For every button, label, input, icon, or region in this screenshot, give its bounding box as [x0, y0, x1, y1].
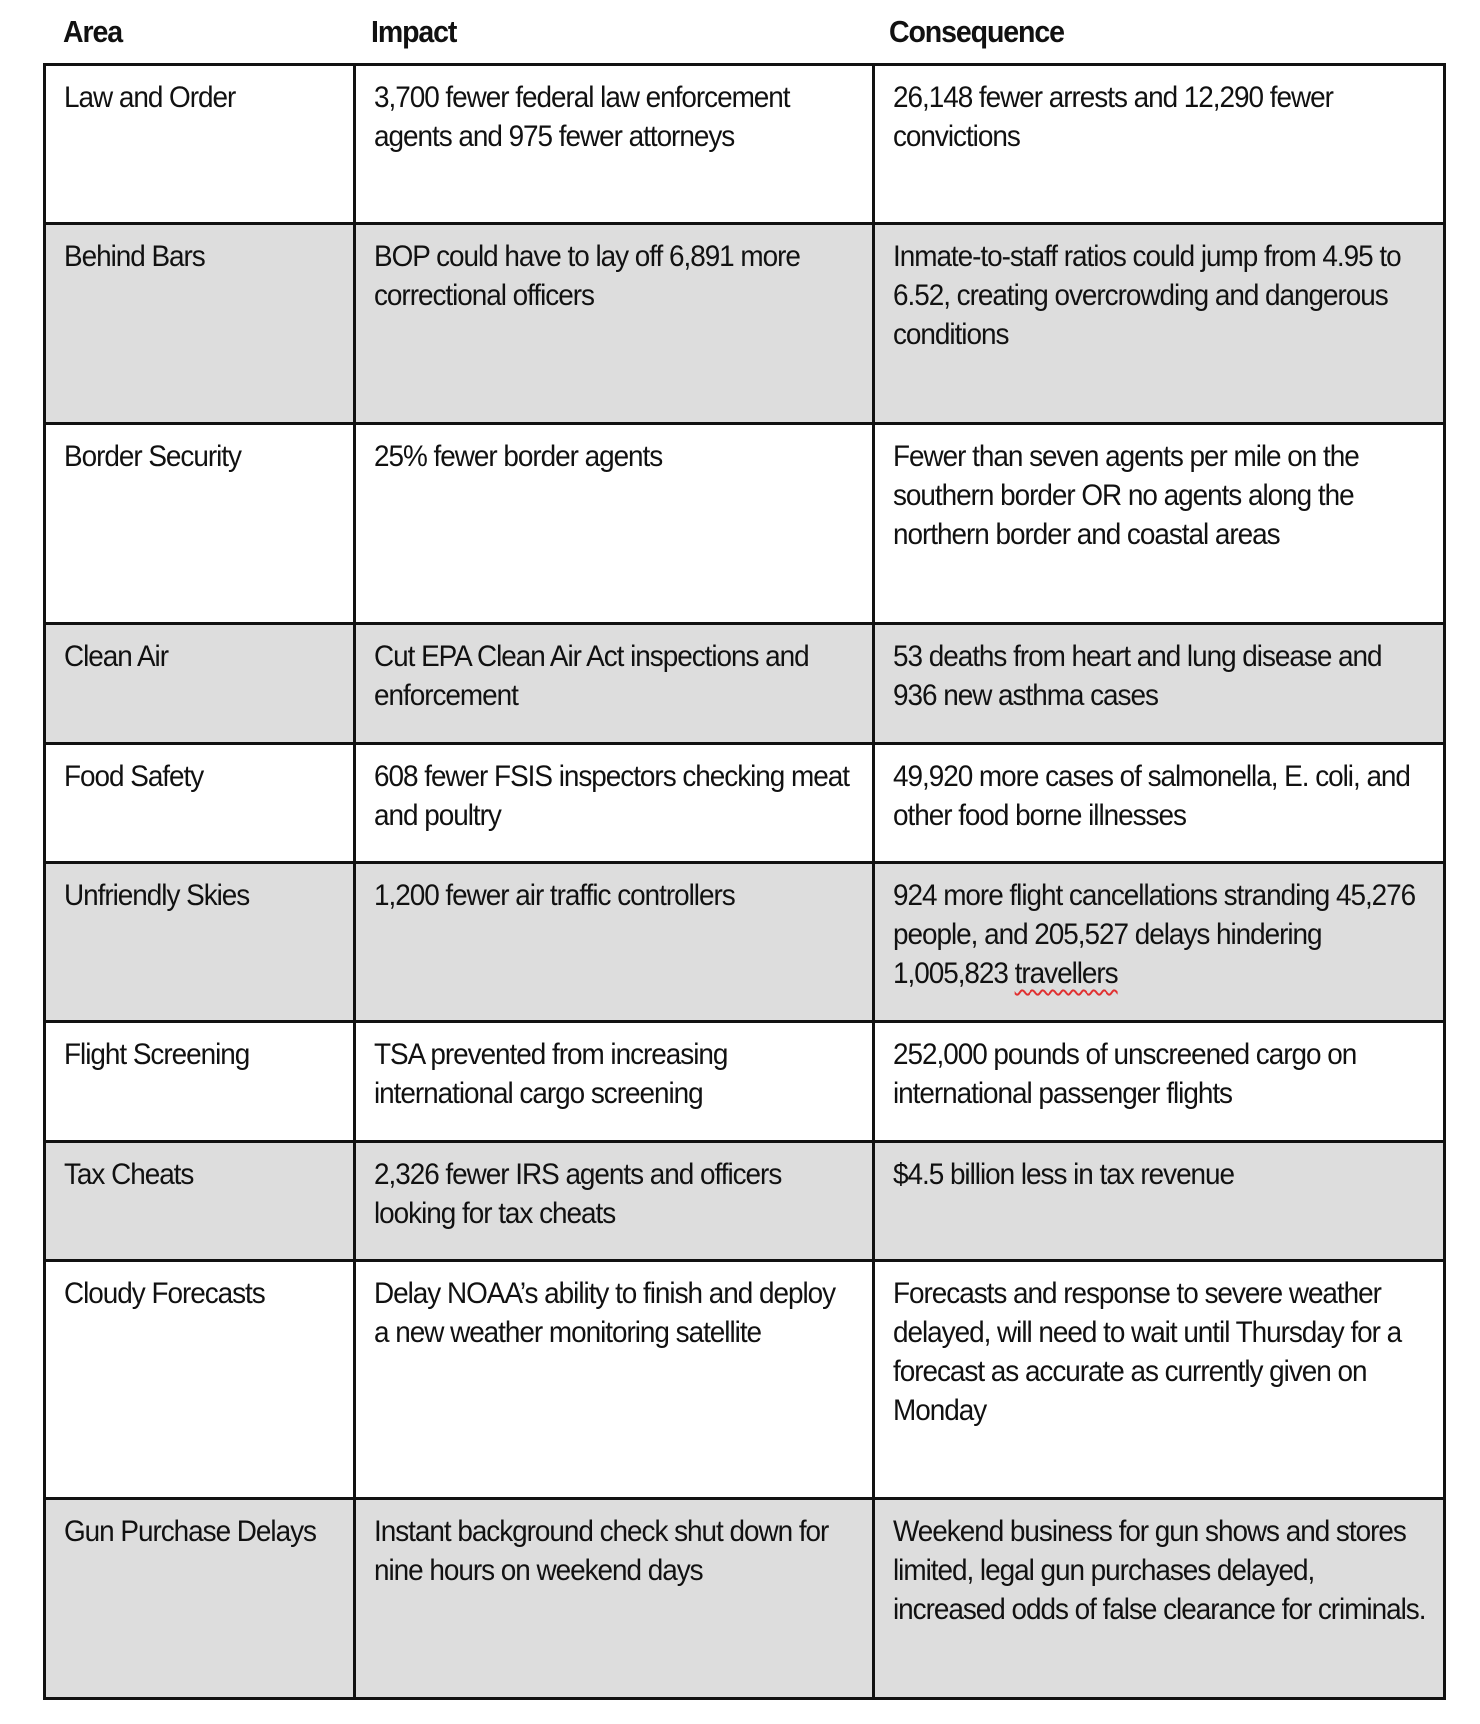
consequence-cell: $4.5 billion less in tax revenue — [874, 1142, 1445, 1261]
header-area: Area — [63, 14, 123, 49]
area-cell: Border Security — [45, 424, 355, 624]
consequence-cell: 53 deaths from heart and lung disease and 936 new asthma cases — [874, 624, 1445, 744]
table-row — [45, 744, 1445, 863]
consequence-cell: Forecasts and response to severe weather delayed, will need to wait until Thursday for a forecast as accurate as currently given on Monday — [874, 1261, 1445, 1499]
table-row — [45, 424, 1445, 624]
consequence-cell: 26,148 fewer arrests and 12,290 fewer convictions — [874, 65, 1445, 224]
header-impact: Impact — [371, 14, 457, 49]
consequence-cell: Weekend business for gun shows and stores limited, legal gun purchases delayed, increased odds of false clearance for criminals. — [874, 1499, 1445, 1699]
impact-cell: 1,200 fewer air traffic controllers — [355, 863, 874, 1022]
area-cell: Tax Cheats — [45, 1142, 355, 1261]
table-row — [45, 65, 1445, 224]
table-row — [45, 1261, 1445, 1499]
table-row — [45, 1499, 1445, 1699]
area-cell: Food Safety — [45, 744, 355, 863]
impact-cell: Delay NOAA’s ability to finish and deploy a new weather monitoring satellite — [355, 1261, 874, 1499]
area-cell: Flight Screening — [45, 1022, 355, 1142]
consequence-cell: Fewer than seven agents per mile on the southern border OR no agents along the northern border and coastal areas — [874, 424, 1445, 624]
budget-impact-table — [43, 63, 1446, 1700]
area-cell: Gun Purchase Delays — [45, 1499, 355, 1699]
spellcheck-flagged-word[interactable]: travellers — [1014, 957, 1118, 990]
table-row — [45, 863, 1445, 1022]
table-row — [45, 224, 1445, 424]
area-cell: Unfriendly Skies — [45, 863, 355, 1022]
area-cell: Law and Order — [45, 65, 355, 224]
consequence-cell: 49,920 more cases of salmonella, E. coli, and other food borne illnesses — [874, 744, 1445, 863]
consequence-cell: Inmate-to-staff ratios could jump from 4.95 to 6.52, creating overcrowding and dangerous conditions — [874, 224, 1445, 424]
impact-cell: 3,700 fewer federal law enforcement agents and 975 fewer attorneys — [355, 65, 874, 224]
table-row — [45, 1142, 1445, 1261]
impact-cell: 2,326 fewer IRS agents and officers looking for tax cheats — [355, 1142, 874, 1261]
header-consequence: Consequence — [889, 14, 1064, 49]
consequence-cell: 252,000 pounds of unscreened cargo on international passenger flights — [874, 1022, 1445, 1142]
impact-cell: Instant background check shut down for nine hours on weekend days — [355, 1499, 874, 1699]
area-cell: Clean Air — [45, 624, 355, 744]
impact-cell: Cut EPA Clean Air Act inspections and enforcement — [355, 624, 874, 744]
table-row — [45, 1022, 1445, 1142]
impact-cell: 608 fewer FSIS inspectors checking meat and poultry — [355, 744, 874, 863]
consequence-cell: 924 more flight cancellations stranding 45,276 people, and 205,527 delays hindering 1,005,823 travellers — [874, 863, 1445, 1022]
table-row — [45, 624, 1445, 744]
area-cell: Cloudy Forecasts — [45, 1261, 355, 1499]
impact-cell: 25% fewer border agents — [355, 424, 874, 624]
impact-cell: TSA prevented from increasing international cargo screening — [355, 1022, 874, 1142]
area-cell: Behind Bars — [45, 224, 355, 424]
impact-cell: BOP could have to lay off 6,891 more correctional officers — [355, 224, 874, 424]
